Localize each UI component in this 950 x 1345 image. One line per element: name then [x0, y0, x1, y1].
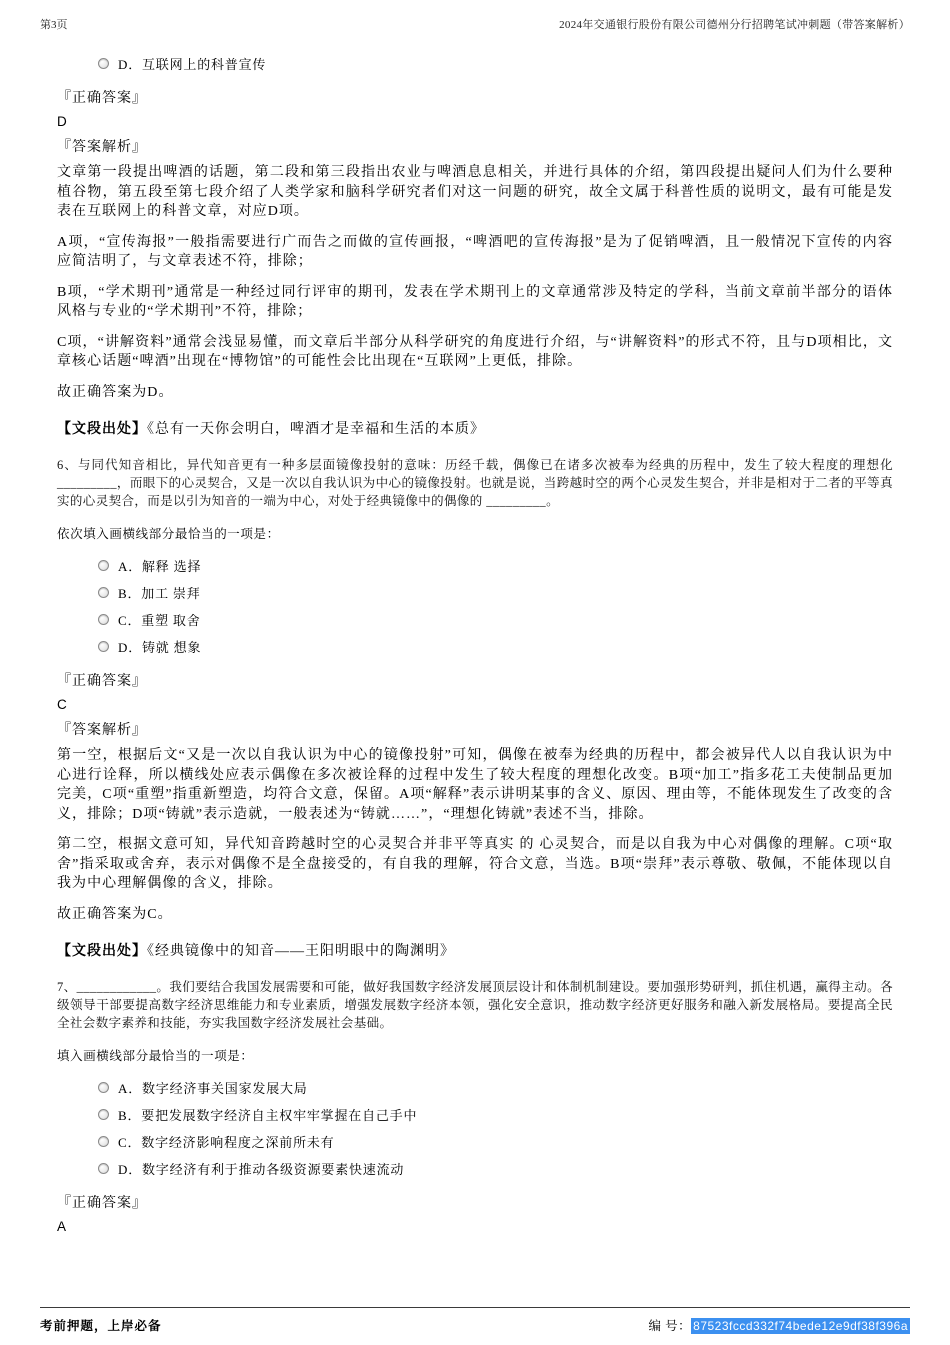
- analysis-paragraph: 文章第一段提出啤酒的话题，第二段和第三段指出农业与啤酒息息相关，并进行具体的介绍，第四段提出疑问人们为什么要种植谷物，第五段至第七段介绍了人类学家和脑科学研究者们对这一问题的研究，故全文属于科普性质的说明文，最有可能是发表在互联网上的科普文章，对应D项。: [57, 165, 893, 219]
- footer-divider: [40, 1307, 910, 1308]
- option-row[interactable]: [98, 633, 893, 660]
- doc-code: [649, 1316, 911, 1334]
- doc-code-label: 编 号：: [648, 1319, 692, 1333]
- answer-value: A: [57, 1219, 67, 1234]
- option-label: A．数字经济事关国家发展大局: [118, 1081, 308, 1096]
- radio-button[interactable]: [98, 614, 109, 625]
- document-title: 2024年交通银行股份有限公司德州分行招聘笔试冲刺题（带答案解析）: [559, 19, 910, 31]
- source-line: [57, 940, 893, 960]
- option-label: D．数字经济有利于推动各级资源要素快速流动: [118, 1162, 405, 1177]
- analysis-label: 『答案解析』: [57, 723, 147, 738]
- question-prompt: 依次填入画横线部分最恰当的一项是：: [57, 527, 280, 541]
- option-label: D．铸就 想象: [118, 640, 202, 655]
- answer-value: C: [57, 697, 67, 712]
- radio-button[interactable]: [98, 1082, 109, 1093]
- option-label: B．加工 崇拜: [118, 586, 201, 601]
- answer-value: D: [57, 114, 67, 129]
- footer-slogan: 考前押题，上岸必备: [40, 1319, 162, 1333]
- radio-button[interactable]: [98, 58, 109, 69]
- page-footer: [40, 1316, 910, 1334]
- analysis-paragraph: B项，“学术期刊”通常是一种经过同行评审的期刊，发表在学术期刊上的文章通常涉及特定的学科，当前文章前半部分的语体风格与专业的“学术期刊”不符，排除；: [57, 284, 893, 319]
- radio-button[interactable]: [98, 587, 109, 598]
- option-row[interactable]: [98, 50, 893, 77]
- question-prompt: 填入画横线部分最恰当的一项是：: [57, 1049, 254, 1063]
- option-row[interactable]: [98, 579, 893, 606]
- document-content: [40, 32, 910, 1234]
- q7-option-list: [98, 1074, 893, 1182]
- source-label: 【文段出处】: [57, 944, 147, 959]
- question-stem: 6、与同代知音相比，异代知音更有一种多层面镜像投射的意味：历经千载，偶像已在诸多次被奉为经典的历程中，发生了较大程度的理想化_________，而眼下的心灵契合，又是一次以自我认识为中心的镜像投射。也就是说，当跨越时空的两个心灵发生契合，并非是相对于二者的平等真实的心灵契合，而是以引为知音的一端为中心，对处于经典镜像中的偶像的 _________。: [57, 458, 893, 508]
- option-row[interactable]: [98, 606, 893, 633]
- analysis-conclusion: 故正确答案为D。: [57, 384, 174, 400]
- correct-answer-label: 『正确答案』: [57, 1196, 147, 1211]
- radio-button[interactable]: [98, 1163, 109, 1174]
- option-row[interactable]: [98, 1155, 893, 1182]
- q6-option-list: [98, 552, 893, 660]
- question-stem: 7、____________。我们要结合我国发展需要和可能，做好我国数字经济发展顶层设计和体制机制建设。要加强形势研判，抓住机遇，赢得主动。各级领导干部要提高数字经济思维能力和专业素质，增强发展数字经济本领，强化安全意识，推动数字经济更好服务和融入新发展格局。要提高全民全社会数字素养和技能，夯实我国数字经济发展社会基础。: [57, 980, 893, 1030]
- analysis-label: 『答案解析』: [57, 140, 147, 155]
- analysis-paragraph: 第二空，根据文意可知，异代知音跨越时空的心灵契合并非平等真实 的 心灵契合，而是以自我为中心对偶像的理解。C项“取舍”指采取或舍弃，表示对偶像不是全盘接受的，有自我的理解，符合文意，当选。B项“崇拜”表示尊敬、敬佩，不能体现以自我为中心理解偶像的含义，排除。: [57, 837, 893, 891]
- source-label: 【文段出处】: [57, 422, 147, 437]
- source-title: 《总有一天你会明白，啤酒才是幸福和生活的本质》: [147, 422, 485, 437]
- option-label: C．数字经济影响程度之深前所未有: [118, 1135, 335, 1150]
- option-label: A．解释 选择: [118, 559, 202, 574]
- radio-button[interactable]: [98, 1136, 109, 1147]
- option-label: D．互联网上的科普宣传: [118, 57, 267, 72]
- source-title: 《经典镜像中的知音——王阳明眼中的陶渊明》: [147, 944, 455, 959]
- option-row[interactable]: [98, 1101, 893, 1128]
- page-number: 第3页: [40, 19, 68, 31]
- source-line: [57, 418, 893, 438]
- analysis-paragraph: A项，“宣传海报”一般指需要进行广而告之而做的宣传画报，“啤酒吧的宣传海报”是为了促销啤酒，且一般情况下宣传的内容应简洁明了，与文章表述不符，排除；: [57, 234, 893, 269]
- option-row[interactable]: [98, 1128, 893, 1155]
- correct-answer-label: 『正确答案』: [57, 91, 147, 106]
- page-header: [40, 16, 910, 32]
- option-label: C．重塑 取舍: [118, 613, 201, 628]
- option-row[interactable]: [98, 552, 893, 579]
- option-label: B．要把发展数字经济自主权牢牢掌握在自己手中: [118, 1108, 418, 1123]
- doc-code-value: 87523fccd332f74bede12e9df38f396a: [693, 1319, 908, 1333]
- radio-button[interactable]: [98, 560, 109, 571]
- analysis-paragraph: C项，“讲解资料”通常会浅显易懂，而文章后半部分从科学研究的角度进行介绍，与“讲解资料”的形式不符，且与D项相比，文章核心话题“啤酒”出现在“博物馆”的可能性会比出现在“互联网”上更低，排除。: [57, 334, 893, 369]
- correct-answer-label: 『正确答案』: [57, 674, 147, 689]
- option-row[interactable]: [98, 1074, 893, 1101]
- analysis-conclusion: 故正确答案为C。: [57, 906, 173, 922]
- analysis-paragraph: 第一空，根据后文“又是一次以自我认识为中心的镜像投射”可知，偶像在被奉为经典的历程中，都会被异代人以自我认识为中心进行诠释，所以横线处应表示偶像在多次被诠释的过程中发生了较大程度的理想化改变。B项“加工”指多花工夫使制品更加完美，C项“重塑”指重新塑造，均符合文意，保留。A项“解释”表示讲明某事的含义、原因、理由等，不能体现发生了改变的含义，排除；D项“铸就”表示造就，一般表述为“铸就……”，“理想化铸就”表述不当，排除。: [57, 748, 893, 822]
- radio-button[interactable]: [98, 641, 109, 652]
- q5-option-list: [98, 50, 893, 77]
- radio-button[interactable]: [98, 1109, 109, 1120]
